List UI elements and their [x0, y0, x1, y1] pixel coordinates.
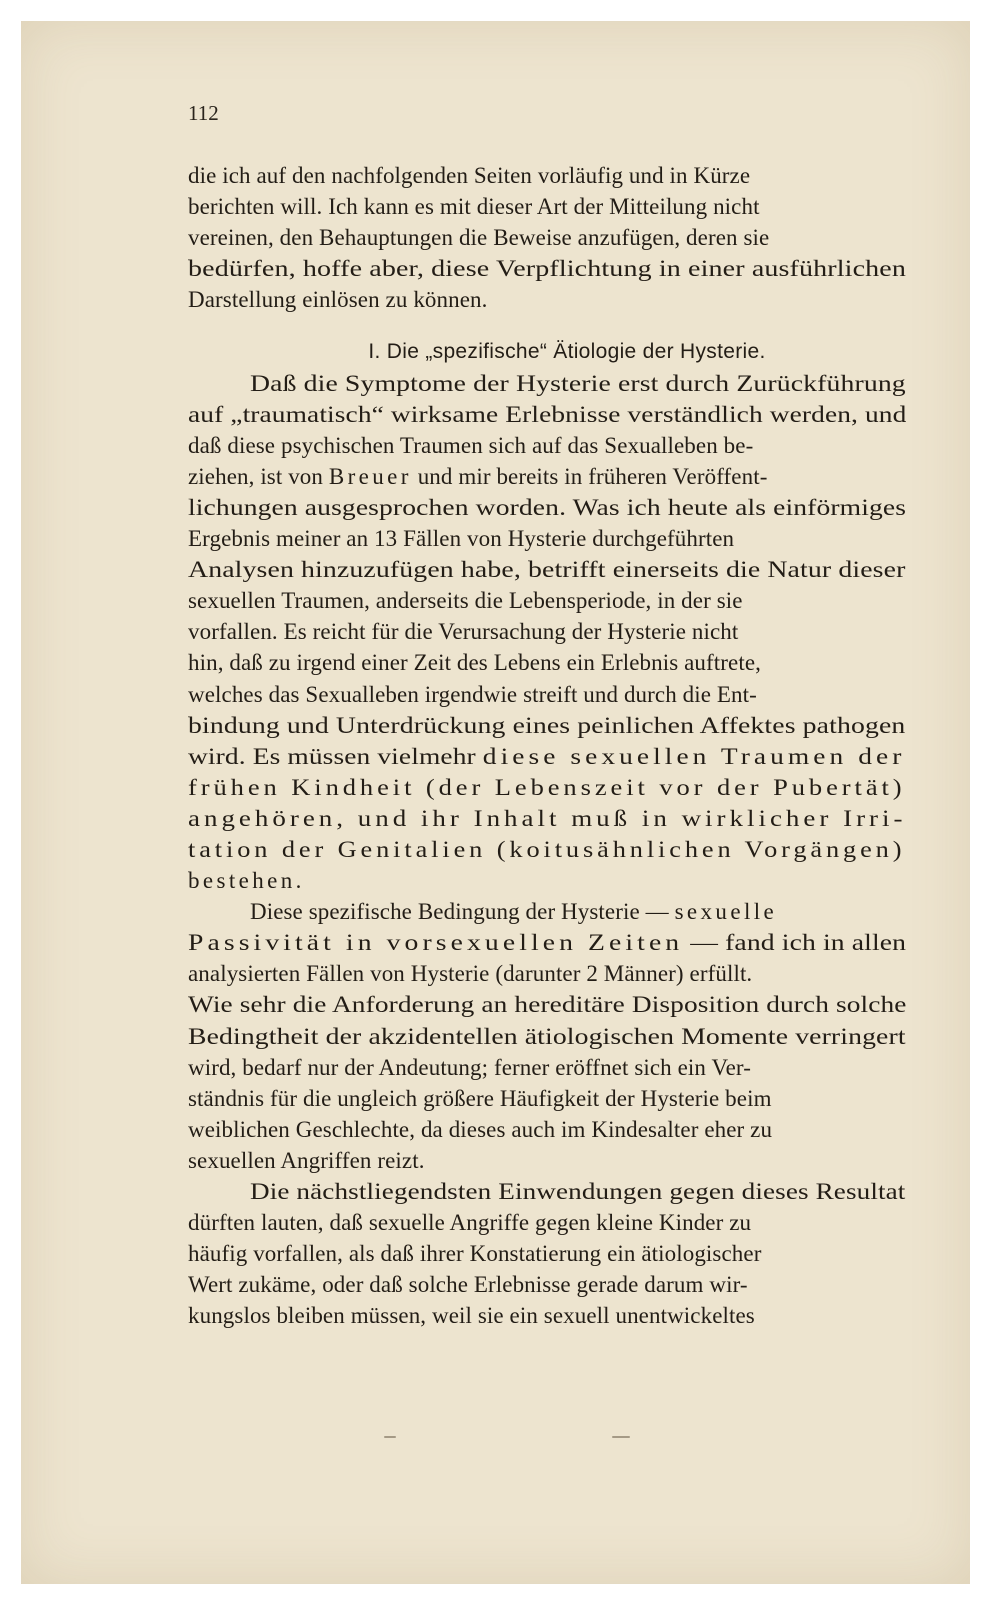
text-segment: — fand ich in allen: [690, 930, 907, 956]
text-line: Bedingtheit der akzidentellen ätiologischen Momente verringert: [188, 1023, 906, 1049]
text-line: [188, 896, 906, 927]
spaced-emphasis-line: bestehen.: [188, 868, 305, 894]
text-line: häufig vorfallen, als daß ihrer Konstatierung ein ätiologischer: [188, 1241, 762, 1267]
text-line: vorfallen. Es reicht für die Verursachung der Hysterie nicht: [188, 619, 739, 645]
spaced-emphasis-line: tation der Genitalien (koitusähnlichen Vorgängen): [188, 836, 906, 862]
text-line: wird, bedarf nur der Andeutung; ferner eröffnet sich ein Ver-: [188, 1054, 751, 1080]
spaced-emphasis: Passivität in vorsexuellen Zeiten: [188, 930, 684, 956]
text-line: berichten will. Ich kann es mit dieser Art der Mitteilung nicht: [188, 194, 760, 220]
spaced-emphasis-line: angehören, und ihr Inhalt muß in wirklicher Irri-: [188, 805, 907, 831]
text-segment: Diese spezifische Bedingung der Hysterie —: [250, 899, 669, 925]
spaced-emphasis: sexuelle: [674, 899, 778, 925]
text-line: Analysen hinzuzufügen habe, betrifft einerseits die Natur dieser: [188, 557, 906, 583]
text-line: vereinen, den Behauptungen die Beweise anzufügen, deren sie: [188, 225, 770, 251]
text-line: auf „traumatisch“ wirksame Erlebnisse verständlich werden, und: [188, 401, 907, 427]
scan-speck: [612, 1436, 630, 1438]
text-line: [188, 461, 906, 492]
text-line: hin, daß zu irgend einer Zeit des Lebens ein Erlebnis auftrete,: [188, 650, 762, 676]
text-line: sexuellen Angriffen reizt.: [188, 1147, 425, 1173]
text-line: bindung und Unterdrückung eines peinlichen Affektes pathogen: [188, 712, 906, 738]
text-line: Wert zukäme, oder daß solche Erlebnisse gerade darum wir-: [188, 1272, 748, 1298]
text-line: die ich auf den nachfolgenden Seiten vorläufig und in Kürze: [188, 163, 751, 188]
text-line: kungslos bleiben müssen, weil sie ein sexuell unentwickeltes: [188, 1303, 755, 1329]
spaced-emphasis-line: frühen Kindheit (der Lebenszeit vor der Pubertät): [188, 774, 906, 800]
text-line: weiblichen Geschlechte, da dieses auch im Kindesalter eher zu: [188, 1116, 773, 1142]
text-line: sexuellen Traumen, anderseits die Lebensperiode, in der sie: [188, 588, 743, 614]
spacer: [188, 315, 906, 336]
page-body: [188, 160, 906, 1331]
text-line: Die nächstliegendsten Einwendungen gegen dieses Resultat: [250, 1179, 906, 1204]
text-segment: wird. Es müssen vielmehr: [188, 743, 476, 769]
text-line: ständnis für die ungleich größere Häufigkeit der Hysterie beim: [188, 1085, 772, 1111]
page-number: 112: [188, 101, 219, 125]
text-line: lichungen ausgesprochen worden. Was ich heute als einförmiges: [188, 494, 907, 520]
spaced-name-breuer: Breuer: [328, 463, 412, 489]
section-heading: I. Die „spezifische“ Ätiologie der Hysterie.: [368, 340, 766, 364]
text-line: bedürfen, hoffe aber, diese Verpflichtung in einer ausführlichen: [188, 256, 906, 282]
text-line: Wie sehr die Anforderung an hereditäre Disposition durch solche: [188, 992, 907, 1018]
text-line: Darstellung einlösen zu können.: [188, 287, 488, 313]
text-line: dürften lauten, daß sexuelle Angriffe gegen kleine Kinder zu: [188, 1210, 752, 1236]
text-line: analysierten Fällen von Hysterie (darunter 2 Männer) erfüllt.: [188, 961, 753, 987]
text-line: Daß die Symptome der Hysterie erst durch Zurückführung: [250, 370, 906, 396]
scan-speck: [384, 1436, 396, 1438]
text-segment: und mir bereits in früheren Veröffent-: [417, 463, 768, 489]
spaced-emphasis: diese sexuellen Traumen der: [482, 743, 906, 769]
text-line: Ergebnis meiner an 13 Fällen von Hysterie durchgeführten: [188, 526, 735, 552]
text-segment: ziehen, ist von: [188, 463, 323, 489]
text-line: welches das Sexualleben irgendwie streift und durch die Ent-: [188, 681, 757, 707]
text-line: [188, 741, 906, 772]
text-line: daß diese psychischen Traumen sich auf das Sexualleben be-: [188, 432, 754, 458]
text-line: [188, 927, 906, 958]
